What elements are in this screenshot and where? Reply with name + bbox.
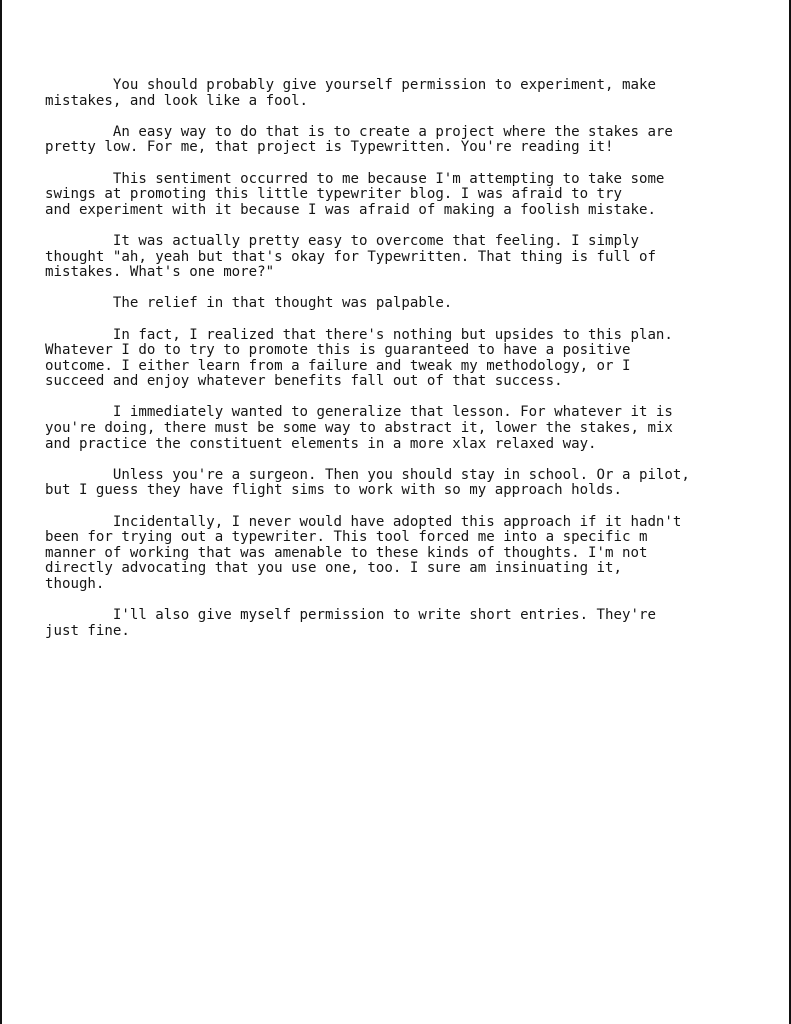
paragraph-3 bbox=[45, 172, 745, 219]
text-line: This sentiment occurred to me because I'm attempting to take some bbox=[45, 170, 665, 187]
text-line: The relief in that thought was palpable. bbox=[45, 295, 453, 312]
text-line: Unless you're a surgeon. Then you should stay in school. Or a pilot, bbox=[45, 466, 690, 483]
text-line: thought "ah, yeah but that's okay for Typewritten. That thing is full of bbox=[45, 248, 656, 265]
text-line: I immediately wanted to generalize that lesson. For whatever it is bbox=[45, 404, 673, 421]
text-line: and practice the constituent elements in a more xlax relaxed way. bbox=[45, 435, 597, 452]
paragraph-4 bbox=[45, 234, 745, 281]
paragraph-2 bbox=[45, 125, 745, 156]
text-line: mistakes. What's one more?" bbox=[45, 264, 275, 281]
text-line: Incidentally, I never would have adopted this approach if it hadn't bbox=[45, 513, 682, 530]
text-line: mistakes, and look like a fool. bbox=[45, 92, 309, 109]
text-line: Whatever I do to try to promote this is guaranteed to have a positive bbox=[45, 342, 631, 359]
paragraph-1 bbox=[45, 78, 745, 109]
text-line: directly advocating that you use one, too. I sure am insinuating it, bbox=[45, 560, 622, 577]
paragraph-10 bbox=[45, 608, 745, 639]
text-line: just fine. bbox=[45, 622, 130, 639]
text-line: An easy way to do that is to create a project where the stakes are bbox=[45, 123, 673, 140]
text-line: been for trying out a typewriter. This tool forced me into a specific m bbox=[45, 529, 648, 546]
paragraph-9 bbox=[45, 515, 745, 593]
text-line: swings at promoting this little typewriter blog. I was afraid to try bbox=[45, 186, 622, 203]
text-line: In fact, I realized that there's nothing but upsides to this plan. bbox=[45, 326, 673, 343]
text-line: I'll also give myself permission to write short entries. They're bbox=[45, 607, 656, 624]
paragraph-6 bbox=[45, 328, 745, 390]
paragraph-7 bbox=[45, 405, 745, 452]
paragraph-5 bbox=[45, 296, 745, 312]
text-line: you're doing, there must be some way to abstract it, lower the stakes, mix bbox=[45, 420, 673, 437]
text-line: succeed and enjoy whatever benefits fall out of that success. bbox=[45, 373, 563, 390]
text-line: You should probably give yourself permission to experiment, make bbox=[45, 77, 656, 93]
page-left-edge bbox=[0, 0, 2, 1024]
text-line: outcome. I either learn from a failure and tweak my methodology, or I bbox=[45, 357, 631, 374]
typed-text-body bbox=[45, 78, 745, 655]
text-line: though. bbox=[45, 576, 105, 592]
text-line: It was actually pretty easy to overcome that feeling. I simply bbox=[45, 232, 639, 249]
text-line: pretty low. For me, that project is Typewritten. You're reading it! bbox=[45, 139, 614, 156]
text-line: and experiment with it because I was afraid of making a foolish mistake. bbox=[45, 201, 656, 218]
text-line: manner of working that was amenable to these kinds of thoughts. I'm not bbox=[45, 544, 648, 561]
text-line: but I guess they have flight sims to work with so my approach holds. bbox=[45, 482, 622, 499]
paragraph-8 bbox=[45, 468, 745, 499]
